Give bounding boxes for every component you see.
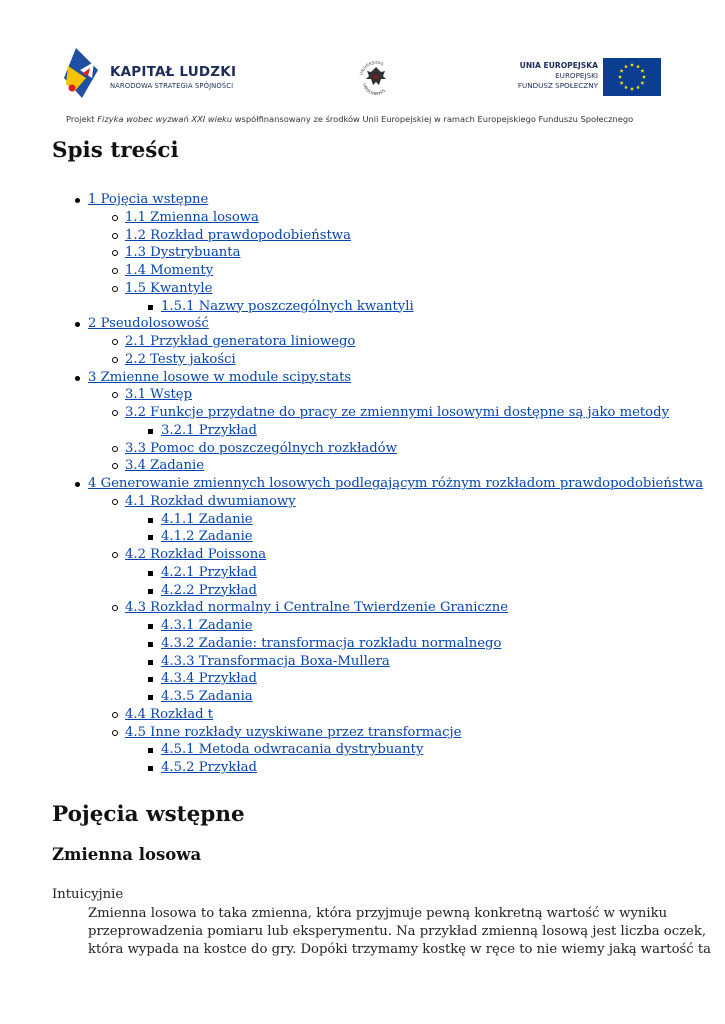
disc-bullet-icon <box>75 482 80 487</box>
toc-link[interactable]: 4.3.1 Zadanie <box>161 618 253 633</box>
toc-link[interactable]: 4.5.2 Przykład <box>161 760 257 775</box>
toc-item <box>52 244 712 262</box>
toc-item <box>52 724 712 742</box>
toc-item <box>52 653 712 671</box>
toc-link[interactable]: 3.4 Zadanie <box>125 458 205 474</box>
svg-text:VARSOVIENSIS: VARSOVIENSIS <box>362 82 387 97</box>
toc-item <box>52 386 712 404</box>
toc-item <box>52 759 712 777</box>
toc-item <box>52 741 712 759</box>
toc-link[interactable]: 2.1 Przykład generatora liniowego <box>125 334 356 349</box>
toc-item <box>52 511 712 529</box>
toc-link[interactable]: 4.1 Rozkład dwumianowy <box>125 493 296 509</box>
square-bullet-icon <box>148 589 153 594</box>
toc-item <box>52 475 712 493</box>
toc-item <box>52 191 712 209</box>
toc-item <box>52 351 712 369</box>
square-bullet-icon <box>148 305 153 310</box>
eu-line-2: EUROPEJSKI <box>555 71 598 80</box>
project-suffix: współfinansowany ze środków Unii Europejskiej w ramach Europejskiego Funduszu Społecznego <box>232 114 634 124</box>
subsection-title: Zmienna losowa <box>52 845 202 864</box>
toc-link[interactable]: 1.5.1 Nazwy poszczególnych kwantyli <box>161 298 414 314</box>
definition-line: przeprowadzenia pomiaru lub eksperymentu. Na przykład zmienną losową jest liczba oczek, <box>88 924 707 939</box>
toc-item <box>52 617 712 635</box>
toc-title: Spis treści <box>52 138 179 163</box>
kapital-ludzki-subtitle: NARODOWA STRATEGIA SPÓJNOŚCI <box>110 82 234 90</box>
square-bullet-icon <box>148 677 153 682</box>
toc-link[interactable]: 3.3 Pomoc do poszczególnych rozkładów <box>125 440 397 456</box>
circle-bullet-icon <box>112 233 118 239</box>
toc-link[interactable]: 4.5 Inne rozkłady uzyskiwane przez transformacje <box>125 724 462 740</box>
toc-item <box>52 315 712 333</box>
toc-link[interactable]: 1.2 Rozkład prawdopodobieństwa <box>125 227 351 243</box>
definition-line: która wypada na kostce do gry. Dopóki trzymamy kostkę w ręce to nie wiemy jaką wartość ta <box>88 942 712 957</box>
eu-fund-label <box>518 61 598 91</box>
toc-link[interactable]: 4.3.3 Transformacja Boxa-Mullera <box>161 653 390 669</box>
toc-link[interactable]: 1.3 Dystrybuanta <box>125 245 241 261</box>
toc-item <box>52 670 712 688</box>
disc-bullet-icon <box>75 376 80 381</box>
square-bullet-icon <box>148 748 153 753</box>
square-bullet-icon <box>148 571 153 576</box>
toc-item <box>52 706 712 724</box>
square-bullet-icon <box>148 518 153 523</box>
toc-link[interactable]: 4.3.4 Przykład <box>161 671 257 687</box>
circle-bullet-icon <box>112 339 118 345</box>
toc-link[interactable]: 4.3.2 Zadanie: transformacja rozkładu normalnego <box>161 635 502 651</box>
toc-item <box>52 635 712 653</box>
toc-item <box>52 564 712 582</box>
toc-item <box>52 582 712 600</box>
circle-bullet-icon <box>112 286 118 292</box>
toc-link[interactable]: 1.5 Kwantyle <box>125 280 213 296</box>
toc-item <box>52 493 712 511</box>
toc-item <box>52 528 712 546</box>
circle-bullet-icon <box>112 712 118 718</box>
toc-link[interactable]: 1.1 Zmienna losowa <box>125 209 259 225</box>
toc-item <box>52 688 712 706</box>
circle-bullet-icon <box>112 463 118 469</box>
square-bullet-icon <box>148 766 153 771</box>
circle-bullet-icon <box>112 552 118 558</box>
toc-item <box>52 546 712 564</box>
toc-link[interactable]: 3.2.1 Przykład <box>161 422 257 438</box>
eu-line-3: FUNDUSZ SPOŁECZNY <box>517 81 598 90</box>
university-seal-icon <box>356 56 396 100</box>
svg-text:UNIVERSITAS: UNIVERSITAS <box>358 59 385 76</box>
toc-item <box>52 404 712 422</box>
project-prefix: Projekt <box>66 114 98 124</box>
disc-bullet-icon <box>75 198 80 203</box>
kapital-ludzki-logo-icon <box>64 48 108 98</box>
table-of-contents <box>52 191 712 777</box>
toc-link[interactable]: 4.3 Rozkład normalny i Centralne Twierdzenie Graniczne <box>125 600 509 616</box>
square-bullet-icon <box>148 695 153 700</box>
toc-item <box>52 457 712 475</box>
square-bullet-icon <box>148 642 153 647</box>
page-header <box>0 0 725 132</box>
toc-link[interactable]: 4 Generowanie zmiennych losowych podlegającym różnym rozkładom prawdopodobieństwa <box>88 476 704 491</box>
square-bullet-icon <box>148 535 153 540</box>
square-bullet-icon <box>148 660 153 665</box>
toc-item <box>52 262 712 280</box>
toc-link[interactable]: 4.1.1 Zadanie <box>161 511 253 527</box>
toc-item <box>52 599 712 617</box>
toc-link[interactable]: 1 Pojęcia wstępne <box>88 192 209 207</box>
toc-item <box>52 209 712 227</box>
toc-link[interactable]: 4.2 Rozkład Poissona <box>125 547 267 562</box>
circle-bullet-icon <box>112 730 118 736</box>
toc-link[interactable]: 2 Pseudolosowość <box>88 316 209 332</box>
definition-line: Zmienna losowa to taka zmienna, która przyjmuje pewną konkretną wartość w wyniku <box>88 906 668 921</box>
definition-term: Intuicyjnie <box>52 887 124 902</box>
toc-item <box>52 298 712 316</box>
toc-link[interactable]: 2.2 Testy jakości <box>125 351 236 367</box>
toc-link[interactable]: 4.4 Rozkład t <box>125 706 214 722</box>
circle-bullet-icon <box>112 392 118 398</box>
toc-link[interactable]: 4.2.2 Przykład <box>161 582 257 598</box>
toc-item <box>52 440 712 458</box>
kapital-ludzki-title: KAPITAŁ LUDZKI <box>110 64 237 80</box>
circle-bullet-icon <box>112 250 118 256</box>
toc-link[interactable]: 4.5.1 Metoda odwracania dystrybuanty <box>161 742 424 758</box>
disc-bullet-icon <box>75 322 80 327</box>
toc-item <box>52 280 712 298</box>
circle-bullet-icon <box>112 605 118 611</box>
circle-bullet-icon <box>112 215 118 221</box>
toc-item <box>52 227 712 245</box>
toc-link[interactable]: 4.3.5 Zadania <box>161 689 253 704</box>
eu-line-1: UNIA EUROPEJSKA <box>519 61 598 70</box>
circle-bullet-icon <box>112 268 118 274</box>
project-title: Fizyka wobec wyzwań XXI wieku <box>97 114 233 124</box>
toc-item <box>52 333 712 351</box>
toc-item <box>52 369 712 387</box>
circle-bullet-icon <box>112 357 118 363</box>
toc-link[interactable]: 3 Zmienne losowe w module scipy.stats <box>88 369 352 385</box>
square-bullet-icon <box>148 624 153 629</box>
toc-link[interactable]: 1.4 Momenty <box>125 263 214 278</box>
eu-flag-icon <box>603 58 661 96</box>
toc-item <box>52 422 712 440</box>
circle-bullet-icon <box>112 446 118 452</box>
definition-text <box>88 905 712 959</box>
toc-link[interactable]: 4.1.2 Zadanie <box>161 529 253 545</box>
toc-link[interactable]: 4.2.1 Przykład <box>161 564 257 580</box>
project-credit-line <box>66 114 633 124</box>
toc-link[interactable]: 3.1 Wstęp <box>125 387 193 403</box>
toc-link[interactable]: 3.2 Funkcje przydatne do pracy ze zmiennymi losowymi dostępne są jako metody <box>125 405 670 420</box>
circle-bullet-icon <box>112 499 118 505</box>
section-title: Pojęcia wstępne <box>52 802 245 827</box>
square-bullet-icon <box>148 429 153 434</box>
circle-bullet-icon <box>112 410 118 416</box>
